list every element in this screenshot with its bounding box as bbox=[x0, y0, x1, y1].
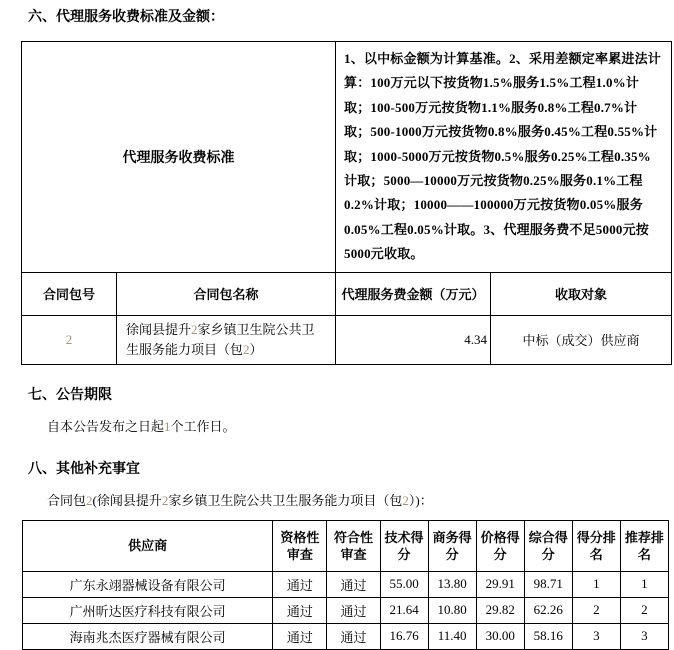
fee-standard-label: 代理服务收费标准 bbox=[22, 42, 336, 273]
fee-amount-cell: 4.34 bbox=[336, 315, 491, 364]
score-cell: 11.40 bbox=[428, 623, 476, 649]
score-cell: 通过 bbox=[273, 571, 327, 597]
score-cell: 21.64 bbox=[380, 597, 428, 623]
supplier-row bbox=[23, 571, 669, 597]
score-col-header: 推荐排名 bbox=[620, 520, 668, 571]
score-cell: 29.91 bbox=[476, 571, 524, 597]
score-cell: 13.80 bbox=[428, 571, 476, 597]
score-cell: 通过 bbox=[327, 623, 380, 649]
score-cell: 3 bbox=[620, 623, 668, 649]
score-cell: 2 bbox=[620, 597, 668, 623]
payer-cell: 中标（成交）供应商 bbox=[491, 315, 672, 364]
col-header-package-no: 合同包号 bbox=[22, 272, 117, 315]
supplier-row bbox=[23, 623, 669, 649]
score-cell: 通过 bbox=[273, 623, 327, 649]
score-table bbox=[22, 520, 669, 650]
fee-table-header-row bbox=[22, 272, 672, 315]
col-header-fee-amount: 代理服务费金额（万元） bbox=[336, 272, 491, 315]
score-cell: 2 bbox=[572, 597, 620, 623]
package-no-cell: 2 bbox=[22, 315, 117, 364]
score-col-header: 商务得分 bbox=[428, 520, 476, 571]
score-cell: 10.80 bbox=[428, 597, 476, 623]
score-col-header: 技术得分 bbox=[380, 520, 428, 571]
supplier-row bbox=[23, 597, 669, 623]
score-col-header: 符合性审查 bbox=[327, 520, 380, 571]
score-col-header: 得分排名 bbox=[572, 520, 620, 571]
announcement-period-text: 自本公告发布之日起1个工作日。 bbox=[47, 418, 236, 434]
score-table-header-row bbox=[23, 520, 669, 571]
score-col-header: 价格得分 bbox=[476, 520, 524, 571]
supplier-name-cell: 广州昕达医疗科技有限公司 bbox=[23, 597, 273, 623]
package-intro-text: 合同包2(徐闻县提升2家乡镇卫生院公共卫生服务能力项目（包2）)： bbox=[47, 492, 433, 508]
section-7-heading: 七、公告期限 bbox=[28, 387, 112, 403]
section-8-heading: 八、其他补充事宜 bbox=[28, 461, 140, 477]
fee-standard-description: 1、以中标金额为计算基准。2、采用差额定率累进法计算：100万元以下按货物1.5%服务1.5%工程1.0%计取；100-500万元按货物1.1%服务0.8%工程0.7%计取；500-1000万元按货物0.8%服务0.45%工程0.55%计取；1000-5000万元按货物0.5%服务0.25%工程0.35%计取；5000—10000万元按货物0.25%服务0.1%工程0.2%计取；10000——100000万元按货物0.05%服务0.05%工程0.05%计取。3、代理服务费不足5000元按5000元收取。 bbox=[336, 42, 672, 273]
score-cell: 通过 bbox=[327, 571, 380, 597]
score-table-body bbox=[23, 571, 669, 649]
score-cell: 55.00 bbox=[380, 571, 428, 597]
score-cell: 通过 bbox=[273, 597, 327, 623]
supplier-name-cell: 海南兆杰医疗器械有限公司 bbox=[23, 623, 273, 649]
score-cell: 30.00 bbox=[476, 623, 524, 649]
section-6-heading: 六、代理服务收费标准及金额： bbox=[28, 10, 224, 25]
col-header-package-name: 合同包名称 bbox=[117, 272, 336, 315]
score-cell: 58.16 bbox=[524, 623, 572, 649]
score-cell: 3 bbox=[572, 623, 620, 649]
score-cell: 通过 bbox=[327, 597, 380, 623]
score-col-header: 供应商 bbox=[23, 520, 273, 571]
score-cell: 16.76 bbox=[380, 623, 428, 649]
fee-standard-row bbox=[22, 42, 672, 273]
score-cell: 62.26 bbox=[524, 597, 572, 623]
score-cell: 1 bbox=[572, 571, 620, 597]
score-cell: 98.71 bbox=[524, 571, 572, 597]
col-header-payer: 收取对象 bbox=[491, 272, 672, 315]
supplier-name-cell: 广东永翊器械设备有限公司 bbox=[23, 571, 273, 597]
score-col-header: 资格性审查 bbox=[273, 520, 327, 571]
fee-table-data-row bbox=[22, 315, 672, 364]
score-cell: 29.82 bbox=[476, 597, 524, 623]
fee-table bbox=[21, 41, 672, 365]
score-cell: 1 bbox=[620, 571, 668, 597]
score-col-header: 综合得分 bbox=[524, 520, 572, 571]
package-name-cell: 徐闻县提升2家乡镇卫生院公共卫生服务能力项目（包2） bbox=[117, 315, 336, 364]
